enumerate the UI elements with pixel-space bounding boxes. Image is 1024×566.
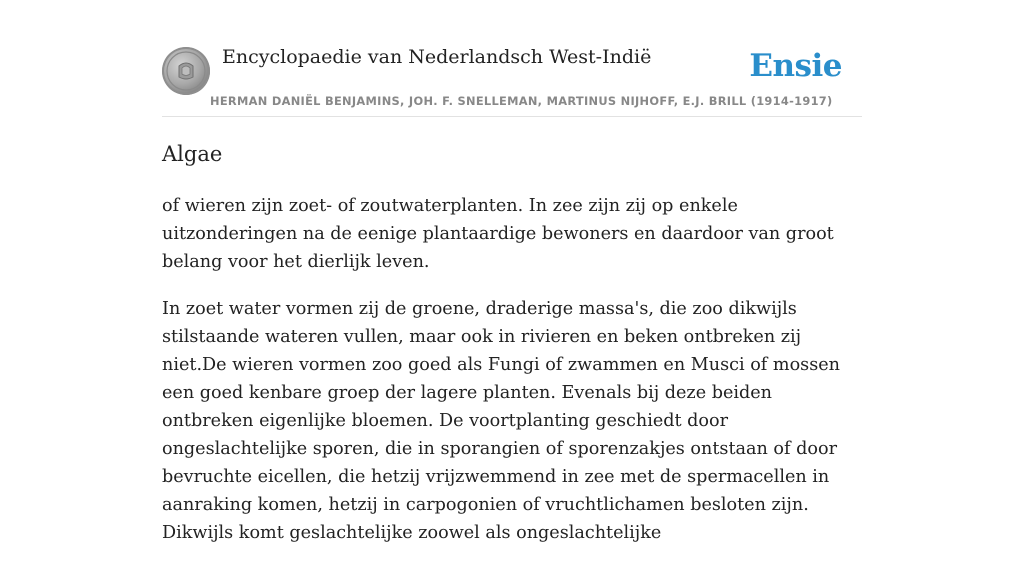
article bbox=[162, 138, 862, 566]
encyclopedia-seal-icon[interactable] bbox=[162, 47, 210, 95]
publication-authors: HERMAN DANIËL BENJAMINS, JOH. F. SNELLEMAN, MARTINUS NIJHOFF, E.J. BRILL (1914-1917) bbox=[210, 94, 833, 108]
article-title: Algae bbox=[162, 142, 223, 166]
brand-logo[interactable]: Ensie bbox=[749, 48, 842, 84]
article-paragraph: of wieren zijn zoet- of zoutwaterplanten. In zee zijn zij op enkele uitzonderingen na de eenige plantaardige bewoners en daardoor van groot belang voor het dierlijk leven. bbox=[162, 196, 834, 272]
publication-title[interactable]: Encyclopaedie van Nederlandsch West-Indië bbox=[222, 46, 652, 68]
article-paragraph: In zoet water vormen zij de groene, draderige massa's, die zoo dikwijls stilstaande wateren vullen, maar ook in rivieren en beken ontbreken zij niet.De wieren vormen zoo goed als Fungi of zwammen en Musci of mossen een goed kenbare groep der lagere planten. Evenals bij deze beiden ontbreken eigenlijke bloemen. De voortplanting geschiedt door ongeslachtelijke sporen, die in sporangien of sporenzakjes ontstaan of door bevruchte eicellen, die hetzij vrijzwemmend in zee met de spermacellen in aanraking komen, hetzij in carpogonien of vruchtlichamen besloten zijn. Dikwijls komt geslachtelijke zoowel als ongeslachtelijke bbox=[162, 299, 840, 543]
header bbox=[162, 46, 862, 117]
